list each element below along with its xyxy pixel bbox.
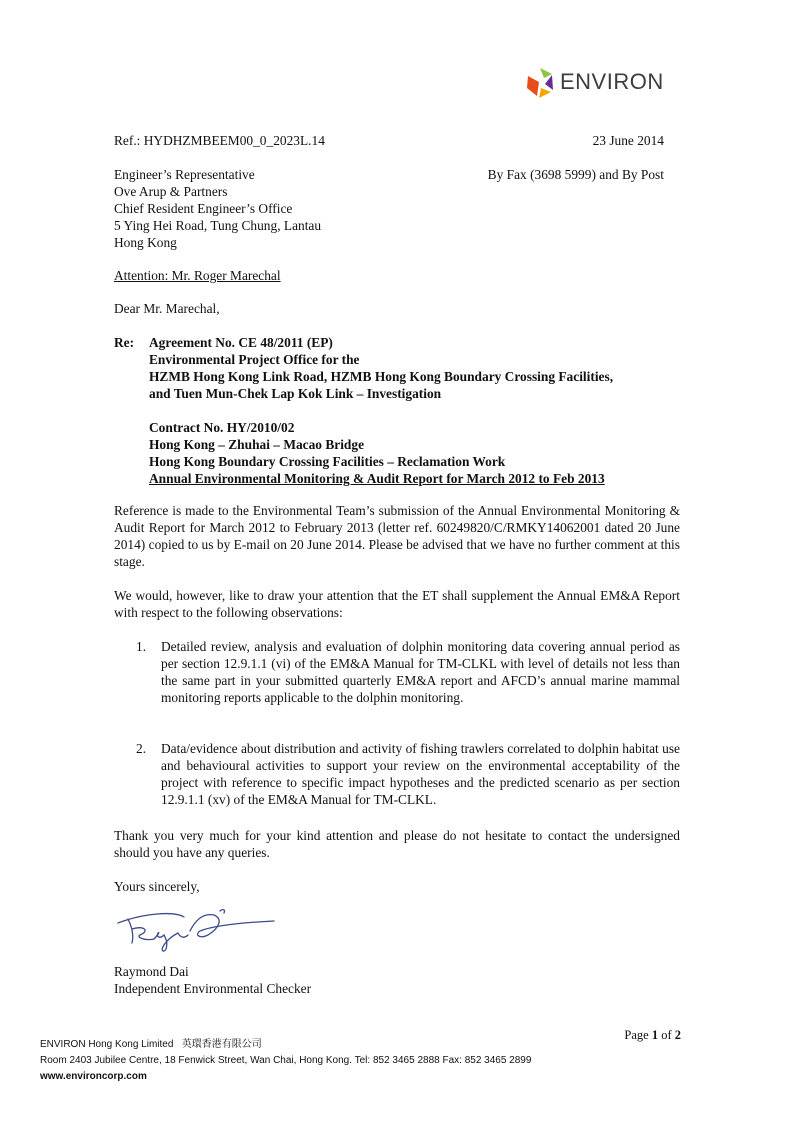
salutation: Dear Mr. Marechal, [114,301,220,316]
subject-report-title: Annual Environmental Monitoring & Audit Report for March 2012 to Feb 2013 [149,471,605,486]
subject-line: Hong Kong – Zhuhai – Macao Bridge [149,437,365,452]
re-label: Re: [114,335,135,350]
subject-block [149,334,613,487]
subject-line: Environmental Project Office for the [149,352,360,367]
footer [40,1037,531,1085]
page-prefix: Page [624,1028,652,1042]
recipient-address [114,166,321,251]
page-number [624,1027,681,1044]
page-mid: of [658,1028,675,1042]
body-paragraph-2: We would, however, like to draw your attention that the ET shall supplement the Annual EM&A Report with respect to the following observations: [114,588,680,620]
address-line: Ove Arup & Partners [114,184,228,199]
signature-image [114,905,284,960]
letter-date: 23 June 2014 [592,133,664,148]
signatory-name: Raymond Dai [114,964,189,979]
item-text: Detailed review, analysis and evaluation of dolphin monitoring data covering annual period as per section 12.9.1.1 (vi) of the EM&A Manual for TM-CLKL with level of details not less than the same part in your submitted quarterly EM&A report and AFCD’s annual marine mammal monitoring reports applicable to the dolphin monitoring. [161,639,680,705]
environ-logo-icon [525,66,555,100]
signatory-title: Independent Environmental Checker [114,981,312,996]
page-total: 2 [674,1028,681,1042]
logo-text: ENVIRON [560,69,664,94]
address-line: 5 Ying Hei Road, Tung Chung, Lantau [114,218,322,233]
address-line: Engineer’s Representative [114,167,255,182]
observation-item [136,740,680,820]
reference-number: Ref.: HYDHZMBEEM00_0_2023L.14 [114,133,325,148]
subject-line: Agreement No. CE 48/2011 (EP) [149,335,333,350]
subject-line: Hong Kong Boundary Crossing Facilities – Reclamation Work [149,454,506,469]
footer-company-cn: 英環香港有限公司 [181,1039,262,1050]
page-current: 1 [651,1028,659,1042]
subject-line: HZMB Hong Kong Link Road, HZMB Hong Kong Boundary Crossing Facilities, [149,369,614,384]
subject-line: Contract No. HY/2010/02 [149,420,295,435]
signatory-block [114,963,311,997]
footer-company: ENVIRON Hong Kong Limited [40,1039,174,1050]
footer-company-line [40,1037,531,1053]
footer-website[interactable]: www.environcorp.com [40,1071,147,1082]
attention-line: Attention: Mr. Roger Marechal [114,268,281,283]
body-paragraph-1: Reference is made to the Environmental Team’s submission of the Annual Environmental Monitoring & Audit Report for March 2012 to February 2013 (letter ref. 60249820/C/RMKY14062001 dated 20 June 2014) copied to us by E-mail on 20 June 2014. Please be advised that we have no further comment at this stage. [114,503,680,569]
body-paragraph-3: Thank you very much for your kind attention and please do not hesitate to contact the undersigned should you have any queries. [114,828,680,860]
address-line: Chief Resident Engineer’s Office [114,201,293,216]
item-number: 1. [136,639,147,654]
closing: Yours sincerely, [114,879,200,894]
subject-line: and Tuen Mun-Chek Lap Kok Link – Investigation [149,386,442,401]
footer-address: Room 2403 Jubilee Centre, 18 Fenwick Street, Wan Chai, Hong Kong. Tel: 852 3465 2888 Fax: 852 3465 2899 [40,1055,532,1066]
observation-item [136,638,680,728]
environ-logo [525,66,675,100]
address-line: Hong Kong [114,235,177,250]
item-text: Data/evidence about distribution and activity of fishing trawlers correlated to dolphin habitat use and behavioural activities to support your review on the environmental acceptability of the project with reference to specific impact hypotheses and the predicted scenario as per section 12.9.1.1 (xv) of the EM&A Manual for TM-CLKL. [161,741,680,807]
delivery-method: By Fax (3698 5999) and By Post [487,167,664,182]
item-number: 2. [136,741,147,756]
